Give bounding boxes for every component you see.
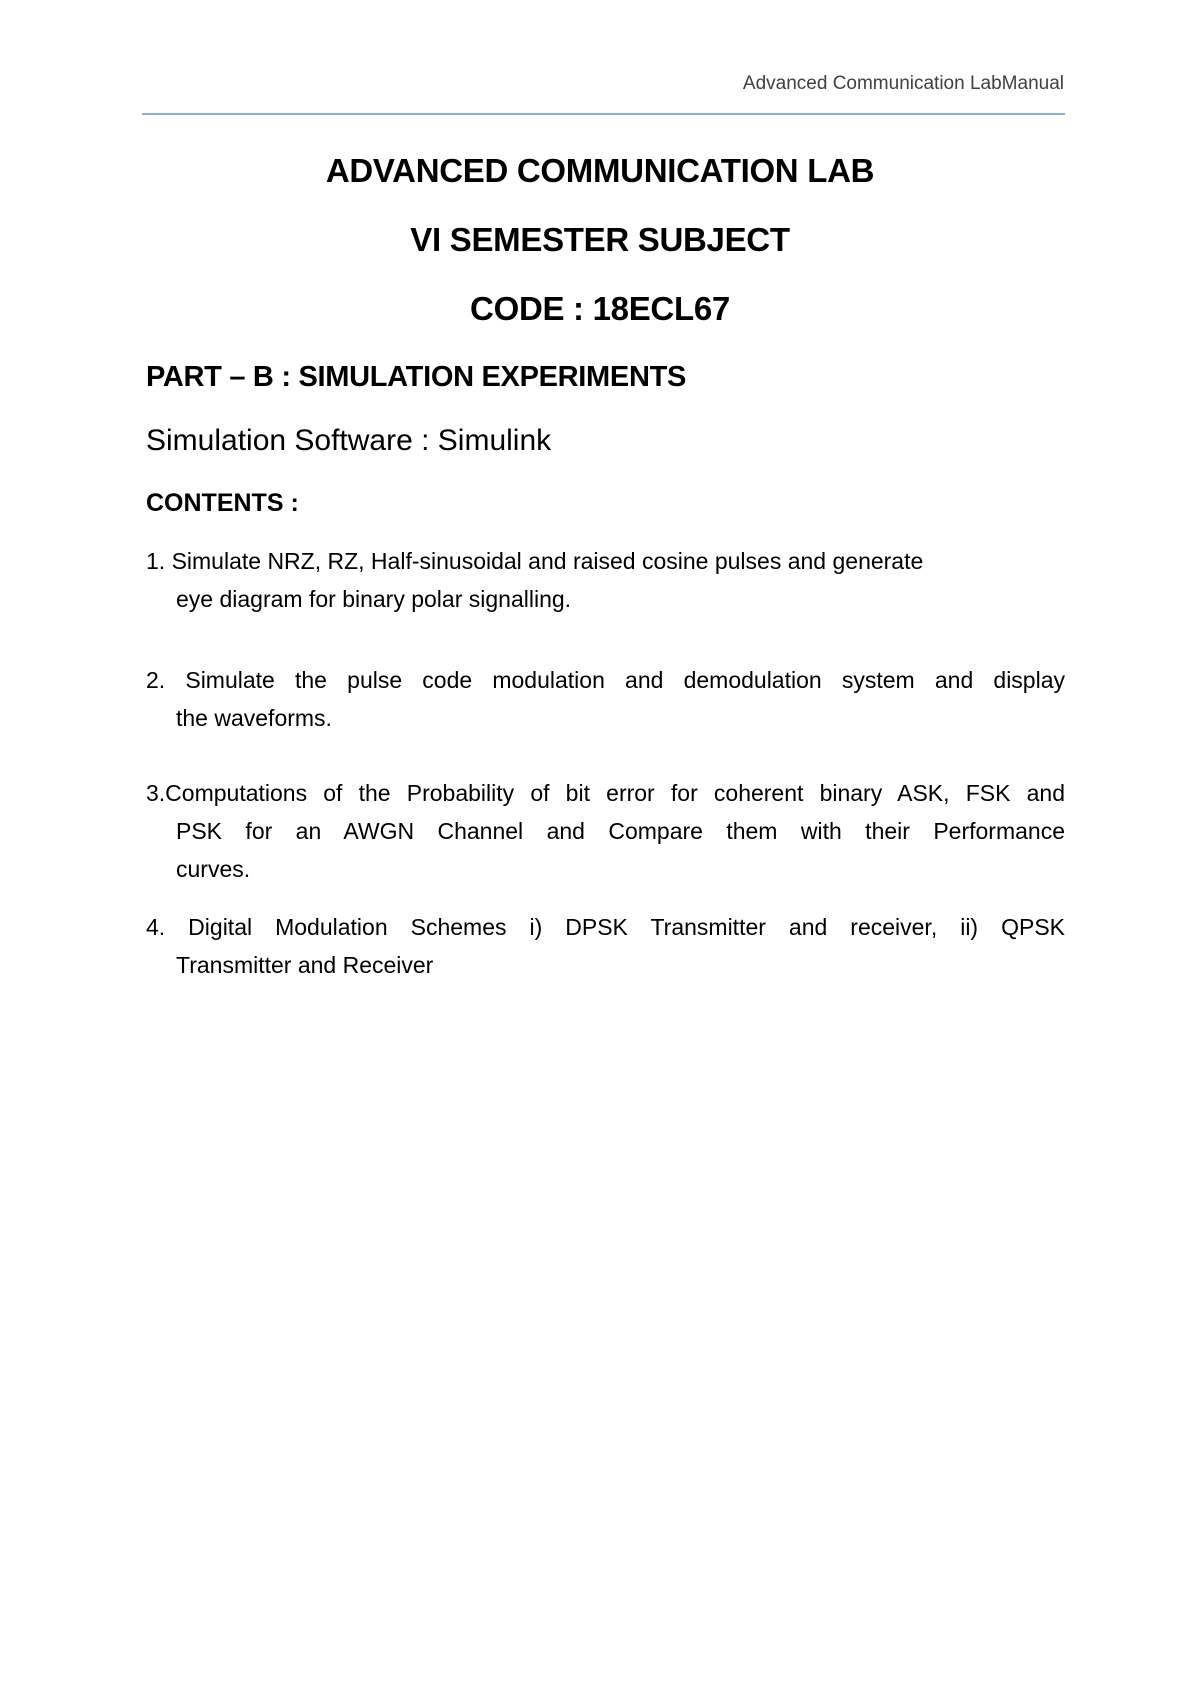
running-header: Advanced Communication LabManual: [742, 73, 1064, 94]
contents-item-1-line-1: 1. Simulate NRZ, RZ, Half-sinusoidal and raised cosine pulses and generate: [146, 548, 924, 574]
part-heading: PART – B : SIMULATION EXPERIMENTS: [146, 361, 687, 393]
contents-item-3-line-2: PSK for an AWGN Channel and Compare them with their Performance: [176, 818, 1065, 844]
contents-item-3-line-1: 3.Computations of the Probability of bit error for coherent binary ASK, FSK and: [146, 780, 1065, 806]
contents-item-3-line-3: curves.: [176, 856, 251, 882]
software-line: Simulation Software : Simulink: [146, 424, 552, 457]
contents-item-4-line-1: 4. Digital Modulation Schemes i) DPSK Transmitter and receiver, ii) QPSK: [146, 914, 1065, 940]
subject-code: CODE : 18ECL67: [470, 290, 730, 327]
contents-item-1-line-2: eye diagram for binary polar signalling.: [176, 586, 572, 612]
header-rule: [142, 113, 1065, 115]
contents-item-2-line-2: the waveforms.: [176, 705, 332, 731]
contents-item-3: [146, 774, 1065, 888]
contents-item-2: [146, 661, 1065, 737]
contents-item-1: [146, 542, 1065, 618]
lab-title: ADVANCED COMMUNICATION LAB: [325, 152, 875, 189]
contents-item-2-line-1: 2. Simulate the pulse code modulation and demodulation system and display: [146, 667, 1065, 693]
contents-item-4-line-2: Transmitter and Receiver: [176, 952, 434, 978]
contents-heading: CONTENTS :: [146, 489, 299, 517]
semester-subject: VI SEMESTER SUBJECT: [410, 221, 790, 258]
contents-item-4: [146, 908, 1065, 984]
